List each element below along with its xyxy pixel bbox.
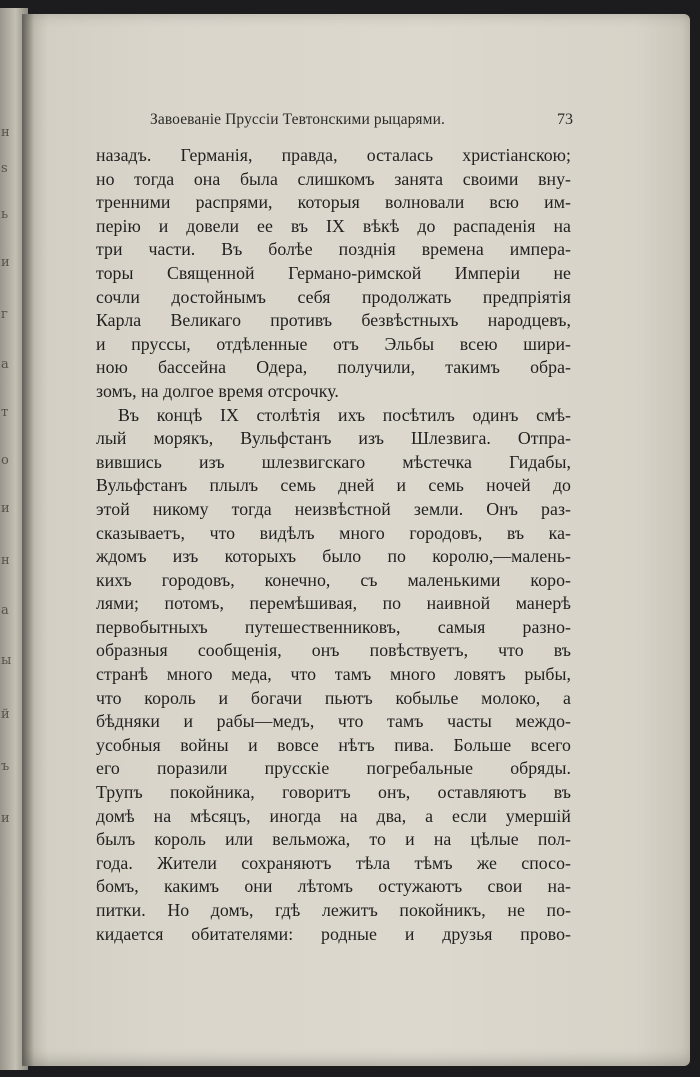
- text-line: что король и богачи пьютъ кобылье молоко, а: [96, 687, 571, 708]
- text-line: ною бассейна Одера, получили, такимъ обра-: [96, 357, 571, 378]
- prev-page-fragment: а: [1, 604, 9, 618]
- text-line: этой никому тогда неизвѣстной земли. Онъ раз-: [96, 498, 571, 519]
- prev-page-fragment: и: [1, 812, 10, 826]
- text-line: перiю и довели ее въ IX вѣкѣ до распаденiя на: [96, 215, 571, 236]
- text-line: три части. Въ болѣе позднiя времена импера-: [96, 239, 571, 260]
- text-line: Трупъ покойника, говоритъ онъ, оставляютъ въ: [96, 782, 571, 803]
- text-line: тренними распрями, которыя волновали всю им-: [96, 192, 571, 213]
- text-line: образныя сообщенiя, онъ повѣствуетъ, что въ: [96, 640, 571, 661]
- text-line: зомъ, на долгое время отсрочку.: [96, 380, 339, 401]
- text-line: его поразили прусскiе погребальные обряды.: [96, 758, 571, 779]
- text-line: сказываетъ, что видѣлъ много городовъ, въ ка-: [96, 522, 571, 543]
- prev-page-fragment: ь: [1, 208, 9, 222]
- text-line: лями; потомъ, перемѣшивая, по наивной манерѣ: [96, 593, 571, 614]
- text-line: странѣ много меда, что тамъ много ловятъ рыбы,: [96, 664, 571, 685]
- text-line: лый морякъ, Вульфстанъ изъ Шлезвига. Отпра-: [96, 428, 571, 449]
- prev-page-fragment: а: [1, 358, 9, 372]
- prev-page-fragment: й: [1, 708, 10, 722]
- prev-page-fragment: н: [1, 126, 10, 140]
- text-line: назадъ. Германiя, правда, осталась христiанскою;: [96, 145, 571, 165]
- text-line: былъ король или вельможа, то и на цѣлые пол-: [96, 829, 571, 850]
- text-line: кидается обитателями: родные и друзья прово-: [96, 923, 571, 944]
- prev-page-fragment: ъ: [1, 760, 10, 774]
- text-line: усобныя войны и вовсе нѣтъ пива. Больше всего: [96, 734, 571, 755]
- prev-page-fragment: s: [1, 162, 8, 176]
- prev-page-fragment: н: [1, 554, 10, 568]
- running-head: Завоеванiе Пруссiи Тевтонскими рыцарями.: [150, 111, 445, 128]
- page-number: 73: [557, 111, 573, 128]
- body-text: [96, 144, 571, 946]
- prev-page-fragment: о: [1, 454, 9, 468]
- text-line: года. Жители сохраняютъ тѣла тѣмъ же спосо-: [96, 852, 571, 873]
- text-line: сочли достойнымъ себя продолжать предпрiятiя: [96, 286, 571, 307]
- prev-page-fragment: ы: [1, 654, 12, 668]
- text-line: вившись изъ шлезвигскаго мѣстечка Гидабы,: [96, 451, 571, 472]
- text-line: Карла Великаго противъ безвѣстныхъ народцевъ,: [96, 310, 571, 331]
- prev-page-fragment: и: [1, 502, 10, 516]
- text-line: домѣ на мѣсяцъ, иногда на два, а если умершiй: [96, 805, 571, 826]
- prev-page-fragment: и: [1, 256, 10, 270]
- prev-page-fragment: г: [1, 308, 8, 322]
- text-line: бомъ, какимъ они лѣтомъ остужаютъ свои на-: [96, 876, 571, 897]
- text-line: и пруссы, отдѣленные отъ Эльбы всею шири-: [96, 333, 571, 354]
- text-line: первобытныхъ путешественниковъ, самыя разно-: [96, 616, 571, 637]
- text-line: торы Священной Германо-римской Имперiи не: [96, 262, 571, 283]
- text-line: бѣдняки и рабы—медъ, что тамъ часты междо-: [96, 711, 571, 732]
- text-line: ждомъ изъ которыхъ было по королю,—малень-: [96, 546, 571, 567]
- text-line: Въ концѣ IX столѣтiя ихъ посѣтилъ одинъ смѣ-: [118, 404, 571, 425]
- prev-page-fragment: т: [1, 406, 9, 420]
- text-line: Вульфстанъ плылъ семь дней и семь ночей до: [96, 475, 571, 496]
- text-line: кихъ городовъ, конечно, съ маленькими коро-: [96, 569, 571, 590]
- text-line: но тогда она была слишкомъ занята своими вну-: [96, 168, 571, 189]
- text-line: питки. Но домъ, гдѣ лежитъ покойникъ, не по-: [96, 900, 571, 920]
- spine-shadow: [22, 14, 34, 1066]
